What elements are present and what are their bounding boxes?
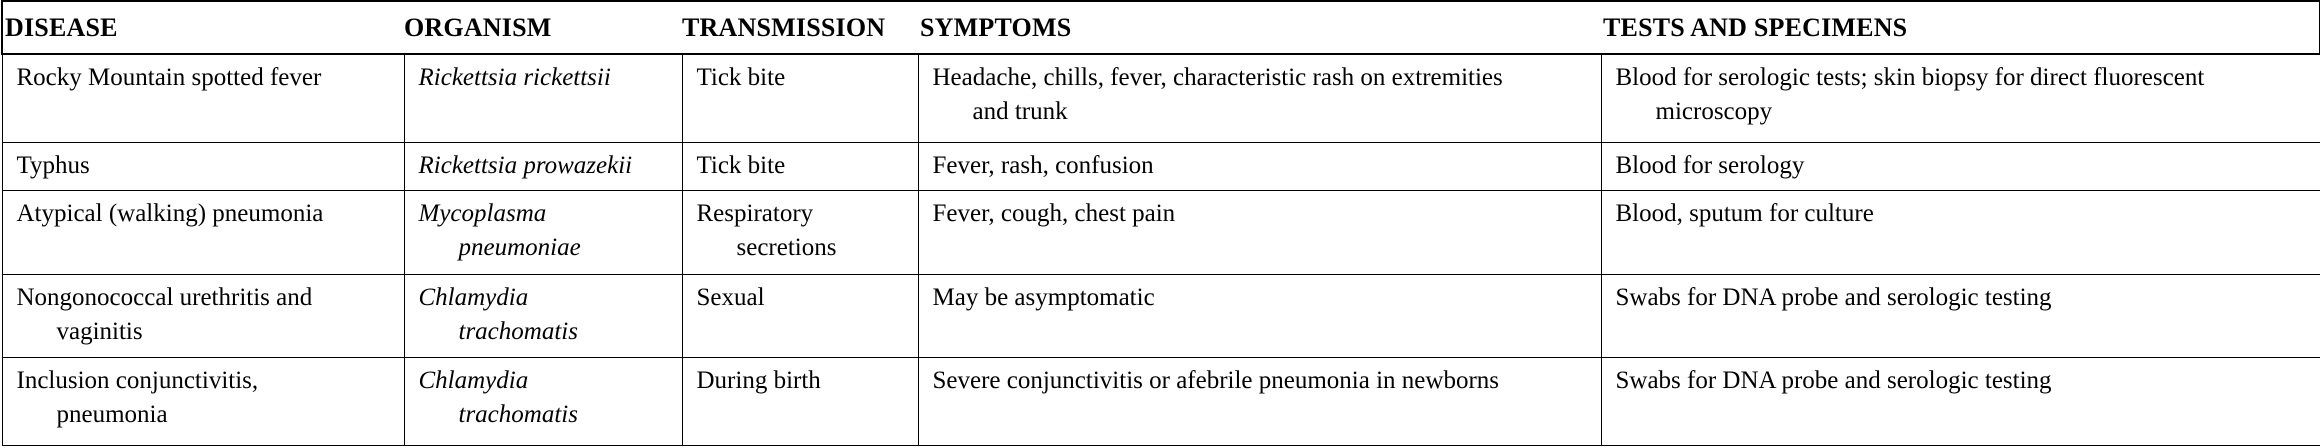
cell-line: Mycoplasma — [418, 199, 547, 227]
cell-organism — [404, 142, 682, 190]
cell-disease — [2, 54, 404, 142]
cell-line: Fever, cough, chest pain — [932, 199, 1176, 227]
cell-line: Rickettsia rickettsii — [418, 64, 611, 91]
cell-line: Sexual — [696, 283, 765, 311]
disease-table — [1, 0, 2320, 446]
cell-line: Rickettsia prowazekii — [418, 151, 633, 179]
cell-line: Blood, sputum for culture — [1615, 199, 1874, 227]
cell-line-continued: secretions — [736, 233, 837, 261]
cell-line: Blood for serologic tests; skin biopsy for direct fluorescent — [1615, 64, 2205, 91]
cell-line: Tick bite — [696, 151, 786, 179]
cell-disease — [2, 357, 404, 445]
cell-disease — [2, 142, 404, 190]
cell-line-continued: trachomatis — [458, 400, 578, 428]
cell-line: Swabs for DNA probe and serologic testing — [1615, 366, 2052, 394]
header-transmission: TRANSMISSION — [682, 1, 918, 54]
cell-symptoms — [918, 54, 1601, 142]
table-row — [2, 274, 2320, 357]
cell-line: Atypical (walking) pneumonia — [16, 199, 324, 227]
cell-line-continued: microscopy — [1655, 98, 1773, 125]
cell-line: Chlamydia — [418, 283, 529, 311]
cell-line: Respiratory — [696, 199, 814, 227]
table-row — [2, 190, 2320, 274]
cell-transmission — [682, 54, 918, 142]
cell-transmission — [682, 190, 918, 274]
cell-tests — [1601, 190, 2320, 274]
cell-tests — [1601, 274, 2320, 357]
header-tests: TESTS AND SPECIMENS — [1601, 1, 2320, 54]
cell-organism — [404, 357, 682, 445]
cell-line: Rocky Mountain spotted fever — [16, 64, 322, 91]
cell-symptoms — [918, 357, 1601, 445]
cell-line: Severe conjunctivitis or afebrile pneumonia in newborns — [932, 366, 1500, 394]
cell-transmission — [682, 274, 918, 357]
table-row — [2, 142, 2320, 190]
cell-tests — [1601, 142, 2320, 190]
cell-symptoms — [918, 190, 1601, 274]
cell-line: Blood for serology — [1615, 151, 1805, 179]
cell-organism — [404, 54, 682, 142]
table-row — [2, 54, 2320, 142]
cell-line: Typhus — [16, 151, 90, 179]
cell-line: Headache, chills, fever, characteristic rash on extremities — [932, 64, 1503, 91]
table-row — [2, 357, 2320, 445]
cell-tests — [1601, 54, 2320, 142]
cell-organism — [404, 274, 682, 357]
cell-line: Tick bite — [696, 64, 786, 91]
cell-transmission — [682, 142, 918, 190]
cell-symptoms — [918, 142, 1601, 190]
header-organism: ORGANISM — [404, 1, 682, 54]
cell-line: Inclusion conjunctivitis, — [16, 366, 259, 394]
cell-line: May be asymptomatic — [932, 283, 1155, 311]
cell-line: Fever, rash, confusion — [932, 151, 1154, 179]
cell-line: During birth — [696, 366, 821, 394]
cell-line-continued: pneumoniae — [458, 233, 581, 261]
cell-tests — [1601, 357, 2320, 445]
cell-transmission — [682, 357, 918, 445]
cell-line-continued: trachomatis — [458, 317, 578, 345]
cell-line: Swabs for DNA probe and serologic testing — [1615, 283, 2052, 311]
cell-symptoms — [918, 274, 1601, 357]
header-row — [2, 1, 2320, 54]
cell-line-continued: vaginitis — [56, 317, 143, 345]
header-symptoms: SYMPTOMS — [918, 1, 1601, 54]
header-disease: DISEASE — [2, 1, 404, 54]
cell-line-continued: and trunk — [972, 98, 1068, 125]
cell-disease — [2, 190, 404, 274]
cell-organism — [404, 190, 682, 274]
cell-line-continued: pneumonia — [56, 400, 168, 428]
cell-line: Nongonococcal urethritis and — [16, 283, 313, 311]
cell-line: Chlamydia — [418, 366, 529, 394]
cell-disease — [2, 274, 404, 357]
